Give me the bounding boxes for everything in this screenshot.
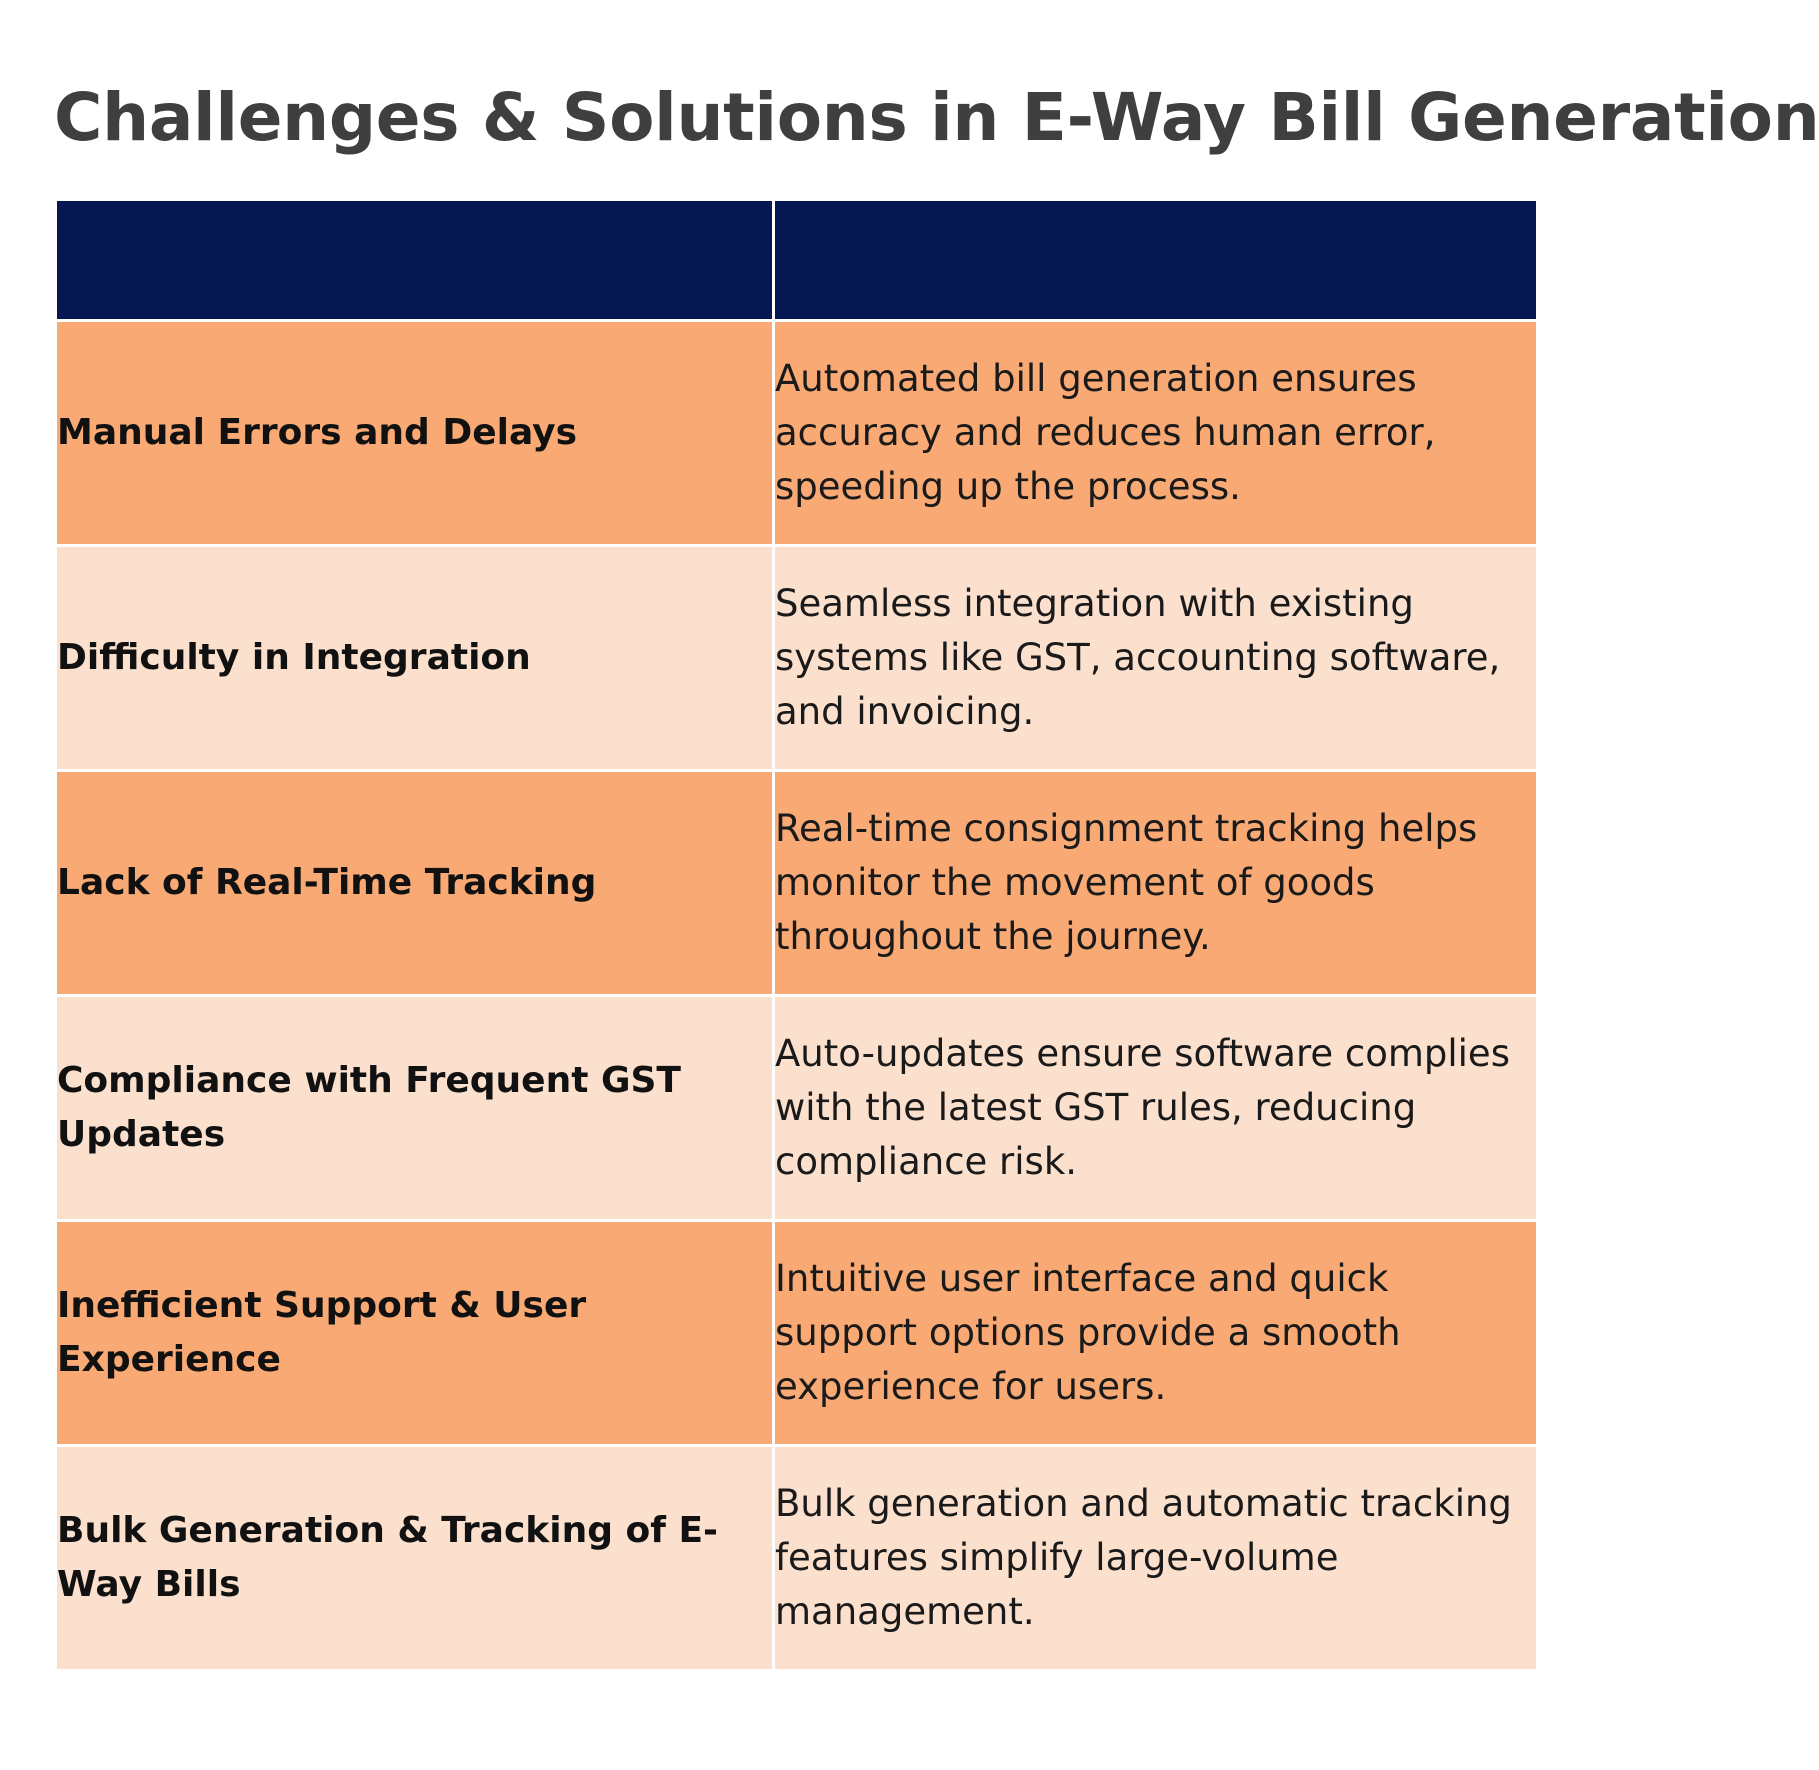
table-row [56, 546, 1538, 771]
challenge-cell: Manual Errors and Delays [56, 321, 774, 546]
challenge-cell: Lack of Real-Time Tracking [56, 771, 774, 996]
table-row [56, 771, 1538, 996]
header-challenge [56, 200, 774, 321]
page-title: Challenges & Solutions in E-Way Bill Generation [54, 79, 1819, 156]
table-row [56, 1221, 1538, 1446]
table-row [56, 321, 1538, 546]
challenge-cell: Compliance with Frequent GST Updates [56, 996, 774, 1221]
solution-cell: Real-time consignment tracking helps monitor the movement of goods throughout the journey. [774, 771, 1538, 996]
challenge-cell: Difficulty in Integration [56, 546, 774, 771]
solution-cell: Bulk generation and automatic tracking features simplify large-volume management. [774, 1446, 1538, 1671]
challenge-cell: Inefficient Support & User Experience [56, 1221, 774, 1446]
table-header-row [56, 200, 1538, 321]
solution-cell: Automated bill generation ensures accuracy and reduces human error, speeding up the process. [774, 321, 1538, 546]
header-solution [774, 200, 1538, 321]
table-row [56, 996, 1538, 1221]
solution-cell: Intuitive user interface and quick support options provide a smooth experience for users. [774, 1221, 1538, 1446]
solution-cell: Seamless integration with existing systems like GST, accounting software, and invoicing. [774, 546, 1538, 771]
challenges-solutions-table [54, 198, 1539, 1672]
challenge-cell: Bulk Generation & Tracking of E-Way Bills [56, 1446, 774, 1671]
solution-cell: Auto-updates ensure software complies with the latest GST rules, reducing compliance risk. [774, 996, 1538, 1221]
table-row [56, 1446, 1538, 1671]
